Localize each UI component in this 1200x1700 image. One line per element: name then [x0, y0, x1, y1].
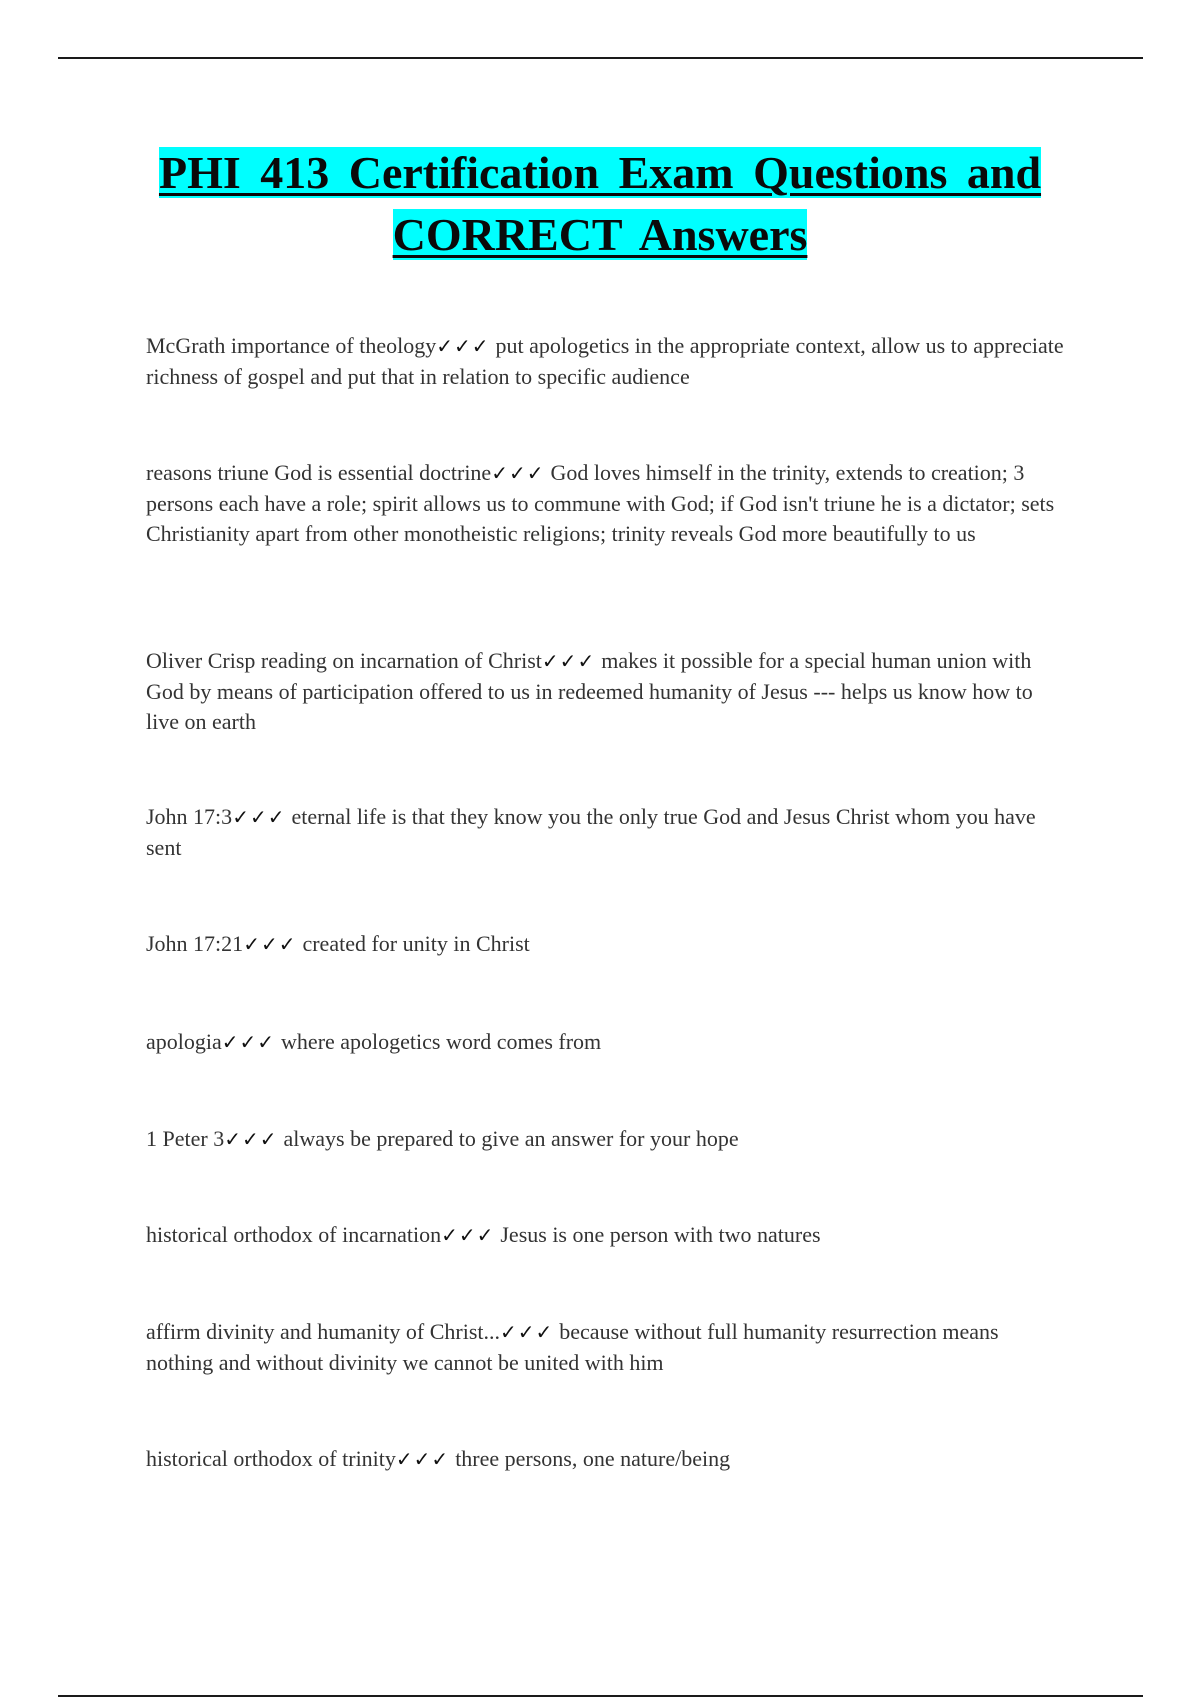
- check-marks-icon: ✓✓✓: [243, 932, 297, 956]
- qa-item: [146, 1124, 1066, 1155]
- qa-term: reasons triune God is essential doctrine: [146, 460, 492, 485]
- page-title: PHI 413 Certification Exam Questions and CORRECT Answers: [158, 147, 1042, 260]
- qa-term: affirm divinity and humanity of Christ...: [146, 1319, 500, 1344]
- qa-answer: God loves himself in the trinity, extends to creation; 3 persons each have a role; spirit allows us to commune with God; if God isn't triune he is a dictator; sets Christianity apart from other monotheistic religions; trinity reveals God more beautifully to us: [146, 460, 1055, 546]
- qa-item: [146, 1444, 1066, 1475]
- qa-answer: Jesus is one person with two natures: [500, 1222, 821, 1247]
- qa-term: John 17:21: [146, 931, 244, 956]
- qa-item: [146, 1317, 1066, 1378]
- qa-term: historical orthodox of trinity: [146, 1446, 396, 1471]
- qa-item: [146, 802, 1066, 863]
- check-marks-icon: ✓✓✓: [541, 649, 596, 673]
- qa-item: [146, 458, 1066, 550]
- top-divider: [58, 57, 1143, 59]
- qa-answer: eternal life is that they know you the only true God and Jesus Christ whom you have sent: [146, 804, 1036, 860]
- check-marks-icon: ✓✓✓: [224, 1127, 278, 1151]
- qa-answer: put apologetics in the appropriate context, allow us to appreciate richness of gospel and put that in relation to specific audience: [146, 333, 1064, 389]
- check-marks-icon: ✓✓✓: [221, 1030, 276, 1054]
- qa-answer: because without full humanity resurrection means nothing and without divinity we cannot be united with him: [146, 1319, 999, 1375]
- qa-term: McGrath importance of theology: [146, 333, 437, 358]
- qa-term: Oliver Crisp reading on incarnation of Christ: [146, 648, 542, 673]
- qa-answer: always be prepared to give an answer for your hope: [283, 1126, 739, 1151]
- check-marks-icon: ✓✓✓: [436, 334, 490, 358]
- qa-answer: makes it possible for a special human union with God by means of participation offered to us in redeemed humanity of Jesus --- helps us know how to live on earth: [146, 648, 1033, 734]
- check-marks-icon: ✓✓✓: [232, 805, 286, 829]
- qa-answer: created for unity in Christ: [302, 931, 530, 956]
- check-marks-icon: ✓✓✓: [500, 1320, 554, 1344]
- qa-term: 1 Peter 3: [146, 1126, 225, 1151]
- qa-item: [146, 331, 1066, 392]
- qa-term: apologia: [146, 1029, 222, 1054]
- check-marks-icon: ✓✓✓: [491, 461, 545, 485]
- qa-item: [146, 1027, 1066, 1058]
- check-marks-icon: ✓✓✓: [441, 1223, 495, 1247]
- check-marks-icon: ✓✓✓: [395, 1447, 450, 1471]
- qa-item: [146, 1220, 1066, 1251]
- qa-item: [146, 929, 1066, 960]
- qa-term: historical orthodox of incarnation: [146, 1222, 442, 1247]
- qa-answer: where apologetics word comes from: [281, 1029, 602, 1054]
- title-block: [100, 142, 1100, 266]
- qa-answer: three persons, one nature/being: [455, 1446, 731, 1471]
- qa-term: John 17:3: [146, 804, 233, 829]
- bottom-divider: [58, 1695, 1143, 1697]
- qa-item: [146, 646, 1066, 738]
